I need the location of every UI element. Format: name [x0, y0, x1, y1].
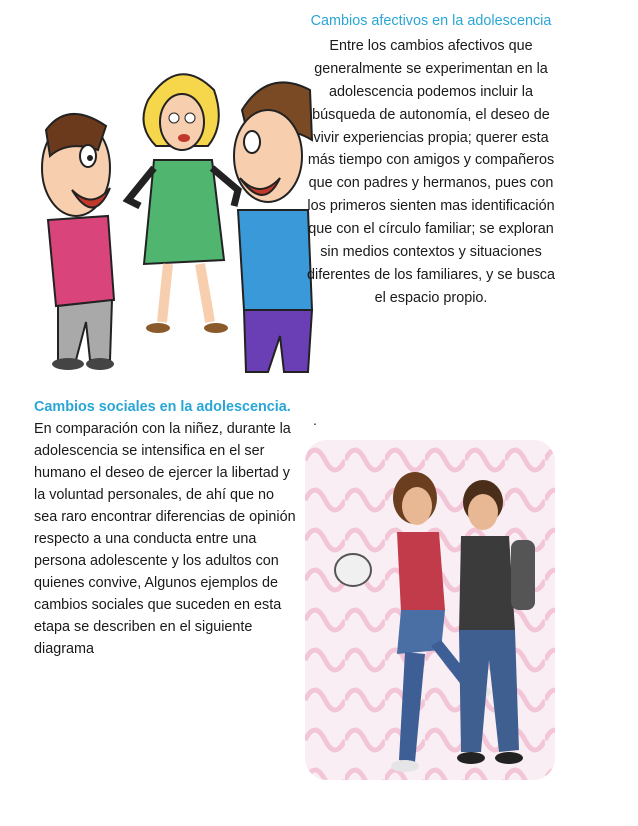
- affective-changes-title: Cambios afectivos en la adolescencia: [310, 13, 552, 29]
- social-changes-text: En comparación con la niñez, durante la adolescencia se intensifica en el ser humano el deseo de ejercer la libertad y la voluntad personales, de ahí que no sea raro encontrar diferencias de opinión respecto a una conducta entre una persona adolescente y los adultos con quienes convive, Algunos ejemplos de cambios sociales que suceden en esta etapa se describen en el siguiente diagrama: [34, 421, 296, 657]
- teenagers-photo: [305, 440, 555, 780]
- teenagers-photo-graphic: [305, 440, 555, 780]
- affective-changes-section: [306, 10, 556, 310]
- social-changes-section: [34, 396, 296, 660]
- arguing-people-illustration: [28, 60, 318, 380]
- right-figure: [234, 82, 312, 372]
- social-changes-title: Cambios sociales en la adolescencia.: [34, 399, 291, 415]
- stray-dot: .: [313, 412, 317, 428]
- middle-figure: [128, 74, 238, 333]
- affective-changes-text: Entre los cambios afectivos que generalmente se experimentan en la adolescencia podemos incluir la búsqueda de autonomía, el deseo de vivir experiencias propia; querer esta más tiempo con amigos y compañeros que con padres y hermanos, pues con los primeros sienten mas identificación que con el círculo familiar; se exploran sin medios contextos y situaciones diferentes de los familiares, y se busca el espacio propio.: [307, 37, 555, 306]
- left-figure: [42, 114, 114, 370]
